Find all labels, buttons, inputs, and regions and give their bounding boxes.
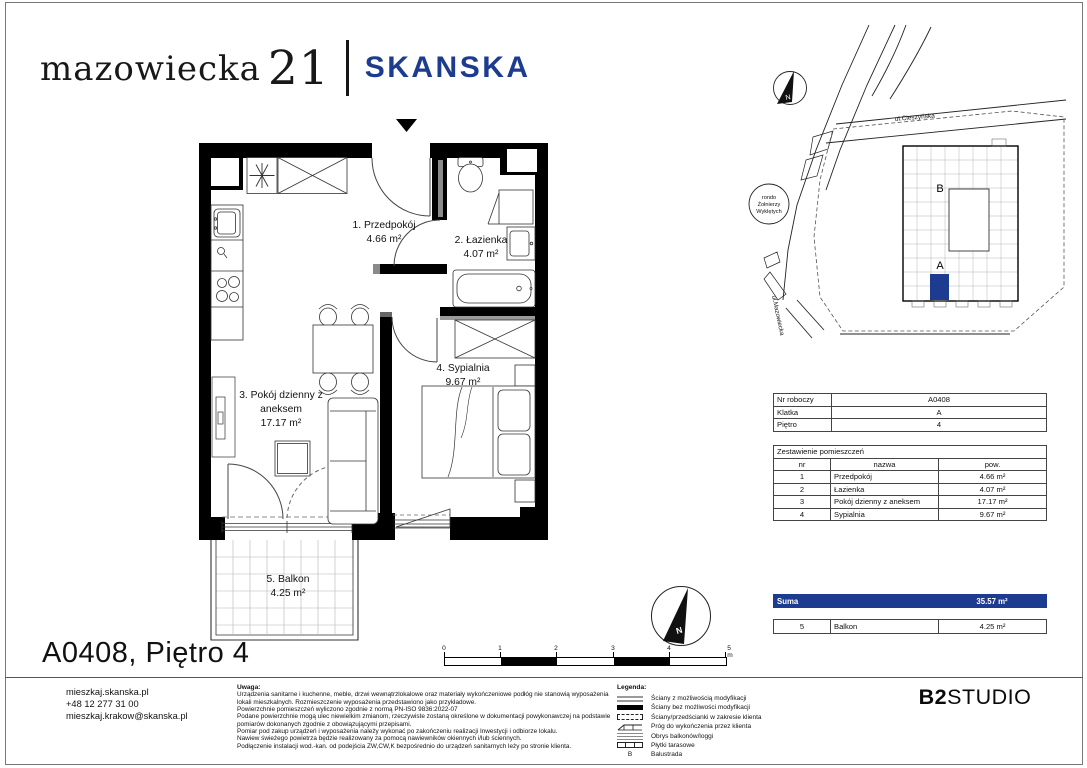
legend-label: Ściany z możliwością modyfikacji: [651, 695, 747, 702]
svg-text:Wyklętych: Wyklętych: [756, 209, 782, 215]
legend-item: [617, 695, 852, 702]
table-row: [774, 495, 1046, 508]
col-header-nazwa: nazwa: [830, 459, 938, 471]
modifiable-wall-icon: [617, 696, 643, 702]
streets: [761, 25, 1066, 338]
structural-wall-icon: [617, 705, 643, 710]
table-row: [774, 483, 1046, 496]
room-label-pokoj-dzienny-2: aneksem: [260, 404, 302, 415]
b2studio-logo-bold: B2: [918, 685, 948, 709]
contact-website: mieszkaj.skanska.pl: [66, 687, 149, 697]
contact-block: [66, 687, 188, 722]
table-row: [774, 394, 1046, 406]
legend-title: Legenda:: [617, 684, 647, 691]
rooms-table-title: Zestawienie pomieszczeń: [777, 447, 864, 457]
room-label-pokoj-dzienny-1: 3. Pokój dzienny z: [239, 390, 323, 401]
rondo: [749, 184, 789, 224]
entrance-marker-icon: [396, 119, 417, 132]
cell-name: Łazienka: [830, 484, 938, 496]
floor-plan-drawing: [185, 105, 585, 650]
note-line: Podłączenie instalacji wod.-kan. od podejścia ZW,CW,K bezpośrednio do urządzeń sanitarnych leży po stronie klienta.: [237, 742, 572, 750]
room-area-pokoj-dzienny: 17.17 m²: [260, 418, 302, 429]
threshold-icon: [617, 724, 643, 730]
cell-area: 4.66 m²: [938, 471, 1046, 483]
client-wall-icon: [617, 714, 643, 720]
bedroom-furniture: [422, 320, 535, 502]
cell-name: Przedpokój: [830, 471, 938, 483]
scale-label: 1: [498, 645, 502, 652]
room-area-lazienka: 4.07 m²: [463, 249, 499, 260]
cell-nr: 1: [799, 472, 805, 482]
col-header-nr: nr: [798, 459, 806, 469]
info-label: Nr roboczy: [777, 395, 814, 405]
balustrade-symbol: B: [627, 751, 633, 759]
legend-block: [617, 684, 852, 758]
info-value: 4: [831, 419, 1046, 431]
stair-label-a: A: [936, 260, 944, 272]
bathroom-fixtures: [453, 158, 535, 308]
note-line: Pomiar pod zakup urządzeń i wyposażenia należy wykonać po zakończeniu realizacji Inwestycji i odbiorze lokalu.: [237, 728, 558, 736]
room-area-balkon: 4.25 m²: [270, 588, 306, 599]
stair-label-b: B: [936, 183, 944, 195]
svg-text:N: N: [674, 624, 684, 636]
b2studio-logo: [905, 685, 1045, 710]
cell-nr: 4: [799, 509, 805, 519]
cell-nr: 2: [799, 484, 805, 494]
svg-text:N: N: [784, 94, 792, 102]
table-row: [774, 406, 1046, 419]
coffee-table: [275, 441, 310, 476]
legend-item: [617, 704, 852, 711]
street-label-cieszynska: ul.Cieszyńska: [894, 112, 936, 123]
site-compass-icon: [774, 71, 807, 105]
suma-label: Suma: [777, 596, 799, 606]
balkon-table: [773, 619, 1047, 634]
table-row: [774, 470, 1046, 483]
info-label: Klatka: [777, 407, 799, 417]
project-logo-number: 21: [267, 40, 330, 96]
info-value: A: [831, 407, 1046, 419]
footer-divider: [5, 677, 1083, 678]
balcony-outline-icon: [617, 733, 643, 740]
scale-label: 4: [667, 645, 671, 652]
note-line: Podane powierzchnie mogą ulec niewielkim zmianom, rzeczywiste zostaną określone w dokumentacji powykonawczej na podstawie pomiarów dokonanych zgodnie z obowiązującymi przepisami.: [237, 713, 611, 728]
legend-label: Balustrada: [651, 751, 683, 759]
note-line: Urządzenia sanitarne i kuchenne, meble, drzwi wewnątrzlokalowe oraz materiały wykończeniowe podłóg nie stanowią wyposażenia lokali mieszkalnych. Rozmieszczenie wyposażenia przedstawiono jako przykładowe.: [237, 691, 609, 706]
room-label-przedpokoj: 1. Przedpokój: [352, 220, 416, 231]
cell-name: Sypialnia: [830, 509, 938, 521]
balcony-tiles: [216, 540, 353, 634]
cell-name: Balkon: [830, 620, 938, 633]
suma-bar: [773, 594, 1047, 608]
site-building: [903, 139, 1018, 307]
project-logo-text: mazowiecka: [40, 48, 261, 89]
table-header-row: [774, 458, 1046, 471]
highlighted-unit: [930, 274, 949, 300]
note-line: Nawiew świeżego powietrza będzie realizowany za pomocą nawiewników okiennych i/lub ściennych.: [237, 735, 522, 743]
legend-label: Ściany/przedścianki w zakresie klienta: [651, 713, 762, 721]
legend-label: Obrys balkonów/loggi: [651, 732, 714, 740]
dining-set: [313, 305, 373, 395]
scale-label: 0: [442, 645, 446, 652]
cell-nr: 3: [799, 497, 805, 507]
notes-title: Uwaga:: [237, 684, 261, 691]
note-line: Powierzchnie pomieszczeń wyliczono zgodnie z normą PN-ISO 9836:2022-07: [237, 706, 458, 714]
cell-name: Pokój dzienny z aneksem: [830, 496, 938, 508]
scale-label: 3: [611, 645, 615, 652]
street-label-mazowiecka: ul.Mazowiecka: [770, 294, 786, 337]
page-title: A0408, Piętro 4: [42, 637, 250, 669]
cell-area: 17.17 m²: [938, 496, 1046, 508]
cell-nr: 5: [799, 622, 805, 631]
project-logo: [40, 40, 330, 96]
scale-label: 2: [554, 645, 558, 652]
scale-label: 5 m: [727, 645, 733, 659]
plan-compass-icon: [649, 582, 719, 650]
logo-divider: [346, 40, 349, 96]
cell-area: 4.25 m²: [938, 620, 1046, 633]
room-label-sypialnia: 4. Sypialnia: [436, 363, 490, 374]
b2studio-logo-rest: STUDIO: [947, 685, 1032, 709]
contact-phone: +48 12 277 31 00: [66, 698, 139, 709]
legend-item: [617, 751, 852, 758]
room-area-sypialnia: 9.67 m²: [445, 377, 481, 388]
table-row: [774, 508, 1046, 521]
cell-area: 9.67 m²: [938, 509, 1046, 521]
unit-info-table: [773, 393, 1047, 432]
legend-label: Płytki tarasowe: [651, 741, 695, 749]
svg-text:rondo: rondo: [761, 195, 777, 201]
room-label-lazienka: 2. Łazienka: [454, 235, 508, 246]
legend-item: [617, 742, 852, 749]
table-row: [774, 620, 1046, 633]
legend-item: [617, 733, 852, 740]
notes-block: [237, 684, 616, 750]
info-value: A0408: [831, 394, 1046, 406]
col-header-pow: pow.: [938, 459, 1046, 471]
skanska-logo: SKANSKA: [364, 51, 531, 84]
room-area-przedpokoj: 4.66 m²: [366, 234, 402, 245]
rooms-table: [773, 445, 1047, 521]
scale-bar: [444, 645, 734, 666]
header: [40, 40, 531, 96]
contact-email: mieszkaj.krakow@skanska.pl: [66, 710, 188, 721]
legend-item: [617, 723, 852, 730]
cell-area: 4.07 m²: [938, 484, 1046, 496]
legend-label: Ściany bez możliwości modyfikacji: [651, 704, 750, 712]
room-label-balkon: 5. Balkon: [266, 574, 310, 585]
terrace-tiles-icon: [617, 742, 643, 748]
site-map: [735, 20, 1075, 365]
tv-unit: [212, 377, 235, 457]
table-row: [774, 418, 1046, 431]
svg-text:Żołnierzy: Żołnierzy: [757, 202, 781, 208]
legend-label: Próg do wykończenia przez klienta: [651, 723, 752, 731]
legend-item: [617, 714, 852, 721]
sofa: [328, 398, 378, 524]
scale-bar-segments: [444, 657, 727, 666]
info-label: Piętro: [777, 420, 797, 430]
suma-value: 35.57 m²: [976, 596, 1008, 606]
